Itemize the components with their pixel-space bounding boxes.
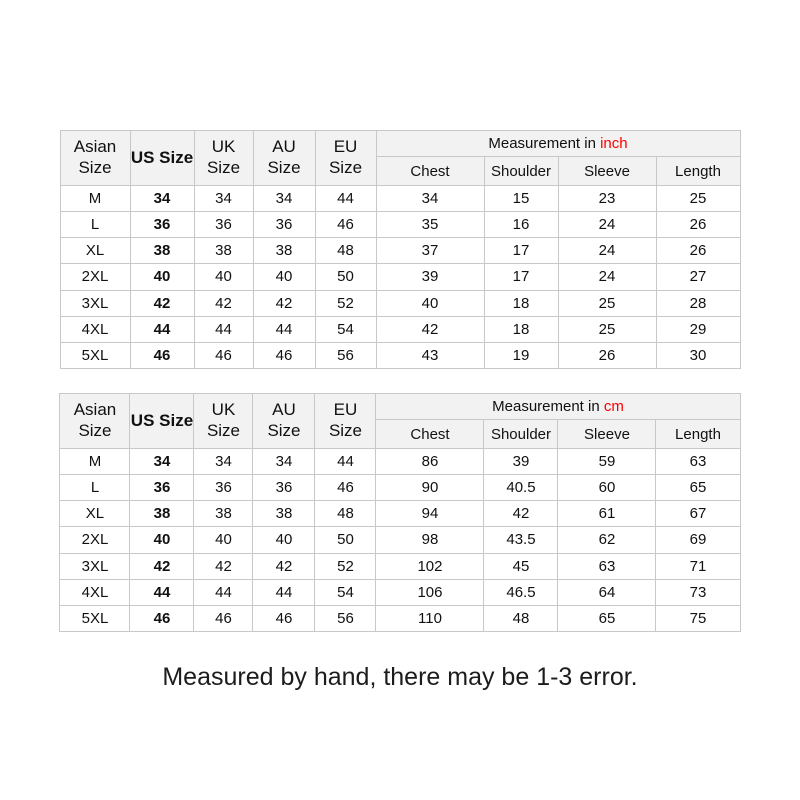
table-cell: 3XL [60,290,130,316]
table-row [60,449,740,475]
col-header-us-size: US Size [130,131,194,186]
table-cell: 65 [656,475,740,501]
table-cell: 98 [376,527,484,553]
table-cell: 42 [130,290,194,316]
table-row [60,212,740,238]
table-row [60,475,740,501]
table-cell: 16 [484,212,558,238]
table-cell: 5XL [60,605,130,631]
table-cell: 48 [484,605,558,631]
table-body [60,186,740,369]
table-cell: 3XL [60,553,130,579]
table-cell: 52 [315,553,376,579]
table-cell: 36 [194,212,253,238]
table-cell: 29 [656,316,740,342]
table-row [60,316,740,342]
table-cell: 43.5 [484,527,558,553]
table-cell: 46 [253,605,315,631]
table-cell: 42 [130,553,194,579]
table-cell: 42 [253,553,315,579]
table-cell: 42 [253,290,315,316]
table-cell: 40 [130,527,194,553]
table-cell: XL [60,501,130,527]
table-cell: 102 [376,553,484,579]
table-row [60,264,740,290]
table-header [60,394,740,449]
table-cell: 40 [130,264,194,290]
table-cell: 38 [194,238,253,264]
table-cell: 63 [656,449,740,475]
size-table-inch [60,130,741,368]
table-cell: 46 [194,605,253,631]
unit-cm-label: cm [603,398,624,416]
table-cell: 45 [484,553,558,579]
table-cell: 44 [194,316,253,342]
table-cell: XL [60,238,130,264]
table-cell: 36 [253,212,315,238]
table-cell: 36 [130,475,194,501]
unit-inch-label: inch [600,135,628,153]
table-cell: 42 [376,316,484,342]
table-cell: 46 [315,212,376,238]
table-cell: 44 [130,579,194,605]
table-cell: 25 [558,316,656,342]
size-table-cm [59,393,740,631]
col-header-length: Length [656,420,740,449]
table-header [60,131,740,186]
table-cell: 46.5 [484,579,558,605]
table-cell: 39 [376,264,484,290]
footer-note: Measured by hand, there may be 1-3 error. [162,663,638,691]
table-row [60,290,740,316]
table-cell: M [60,186,130,212]
table-cell: 42 [194,290,253,316]
table-cell: 73 [656,579,740,605]
table-cell: 25 [656,186,740,212]
col-header-asian-size: Asian Size [60,131,130,186]
col-header-chest: Chest [376,157,484,186]
measurement-label: Measurement in [492,398,604,416]
table-cell: 59 [558,449,656,475]
col-header-asian-size: Asian Size [60,394,130,449]
col-header-uk-size: UK Size [194,131,253,186]
table-cell: 38 [194,501,253,527]
table-cell: 38 [130,238,194,264]
table-cell: M [60,449,130,475]
table-cell: 17 [484,238,558,264]
table-cell: 38 [253,501,315,527]
table-cell: 56 [315,342,376,368]
table-cell: 36 [130,212,194,238]
col-header-uk-size: UK Size [194,394,253,449]
table-cell: 44 [253,579,315,605]
table-cell: 24 [558,238,656,264]
measurement-label: Measurement in [488,135,601,153]
table-cell: 34 [130,186,194,212]
col-header-us-size: US Size [130,394,194,449]
table-cell: 50 [315,527,376,553]
table-cell: 24 [558,264,656,290]
table-body [60,449,740,632]
table-cell: 46 [130,342,194,368]
table-cell: 27 [656,264,740,290]
table-cell: 4XL [60,316,130,342]
table-row [60,553,740,579]
table-row [60,605,740,631]
table-cell: 63 [558,553,656,579]
table-cell: 69 [656,527,740,553]
table-cell: 28 [656,290,740,316]
table-cell: 38 [253,238,315,264]
table-cell: 37 [376,238,484,264]
col-header-sleeve: Sleeve [558,157,656,186]
col-header-shoulder: Shoulder [484,157,558,186]
table-cell: 40 [253,527,315,553]
table-cell: 23 [558,186,656,212]
table-cell: 44 [315,186,376,212]
table-cell: 39 [484,449,558,475]
table-cell: 2XL [60,527,130,553]
table-cell: 35 [376,212,484,238]
table-cell: L [60,475,130,501]
table-cell: 43 [376,342,484,368]
table-cell: 46 [253,342,315,368]
table-cell: 40 [253,264,315,290]
col-header-eu-size: EU Size [315,131,376,186]
table-cell: 19 [484,342,558,368]
table-row [60,186,740,212]
table-cell: 40 [376,290,484,316]
table-cell: 42 [484,501,558,527]
table-cell: 36 [253,475,315,501]
table-cell: 90 [376,475,484,501]
table-row [60,238,740,264]
table-cell: 15 [484,186,558,212]
table-cell: 86 [376,449,484,475]
table-cell: 64 [558,579,656,605]
table-cell: 40.5 [484,475,558,501]
table-cell: 46 [315,475,376,501]
table-row [60,342,740,368]
table-cell: 30 [656,342,740,368]
table-cell: 52 [315,290,376,316]
table-cell: 44 [194,579,253,605]
table-cell: 26 [656,238,740,264]
table-cell: 24 [558,212,656,238]
table-cell: 34 [253,186,315,212]
col-header-au-size: AU Size [253,131,315,186]
table-cell: 54 [315,316,376,342]
table-cell: 48 [315,238,376,264]
table-cell: 18 [484,316,558,342]
col-header-shoulder: Shoulder [484,420,558,449]
table-cell: 75 [656,605,740,631]
table-cell: 34 [194,186,253,212]
col-header-chest: Chest [376,420,484,449]
table-cell: 50 [315,264,376,290]
table-cell: 36 [194,475,253,501]
table-cell: 40 [194,264,253,290]
col-header-length: Length [656,157,740,186]
table-cell: 18 [484,290,558,316]
table-cell: 44 [315,449,376,475]
table-cell: 62 [558,527,656,553]
table-cell: 56 [315,605,376,631]
table-cell: 67 [656,501,740,527]
table-row [60,579,740,605]
table-cell: 44 [253,316,315,342]
table-cell: 4XL [60,579,130,605]
measurement-unit-header [376,394,740,420]
col-header-eu-size: EU Size [315,394,376,449]
table-cell: 26 [558,342,656,368]
table-cell: 34 [130,449,194,475]
table-cell: 61 [558,501,656,527]
table-cell: 2XL [60,264,130,290]
measurement-unit-header [376,131,740,157]
table-cell: 94 [376,501,484,527]
table-cell: 110 [376,605,484,631]
table-cell: 34 [194,449,253,475]
table-cell: 44 [130,316,194,342]
table-cell: 71 [656,553,740,579]
table-cell: 34 [253,449,315,475]
table-cell: 42 [194,553,253,579]
table-row [60,501,740,527]
table-cell: 38 [130,501,194,527]
table-cell: 48 [315,501,376,527]
table-cell: 46 [130,605,194,631]
table-row [60,527,740,553]
table-cell: 106 [376,579,484,605]
table-cell: L [60,212,130,238]
col-header-au-size: AU Size [253,394,315,449]
table-cell: 5XL [60,342,130,368]
table-cell: 26 [656,212,740,238]
table-cell: 25 [558,290,656,316]
table-cell: 17 [484,264,558,290]
table-cell: 40 [194,527,253,553]
table-cell: 34 [376,186,484,212]
table-cell: 46 [194,342,253,368]
table-cell: 65 [558,605,656,631]
table-cell: 54 [315,579,376,605]
col-header-sleeve: Sleeve [558,420,656,449]
table-cell: 60 [558,475,656,501]
